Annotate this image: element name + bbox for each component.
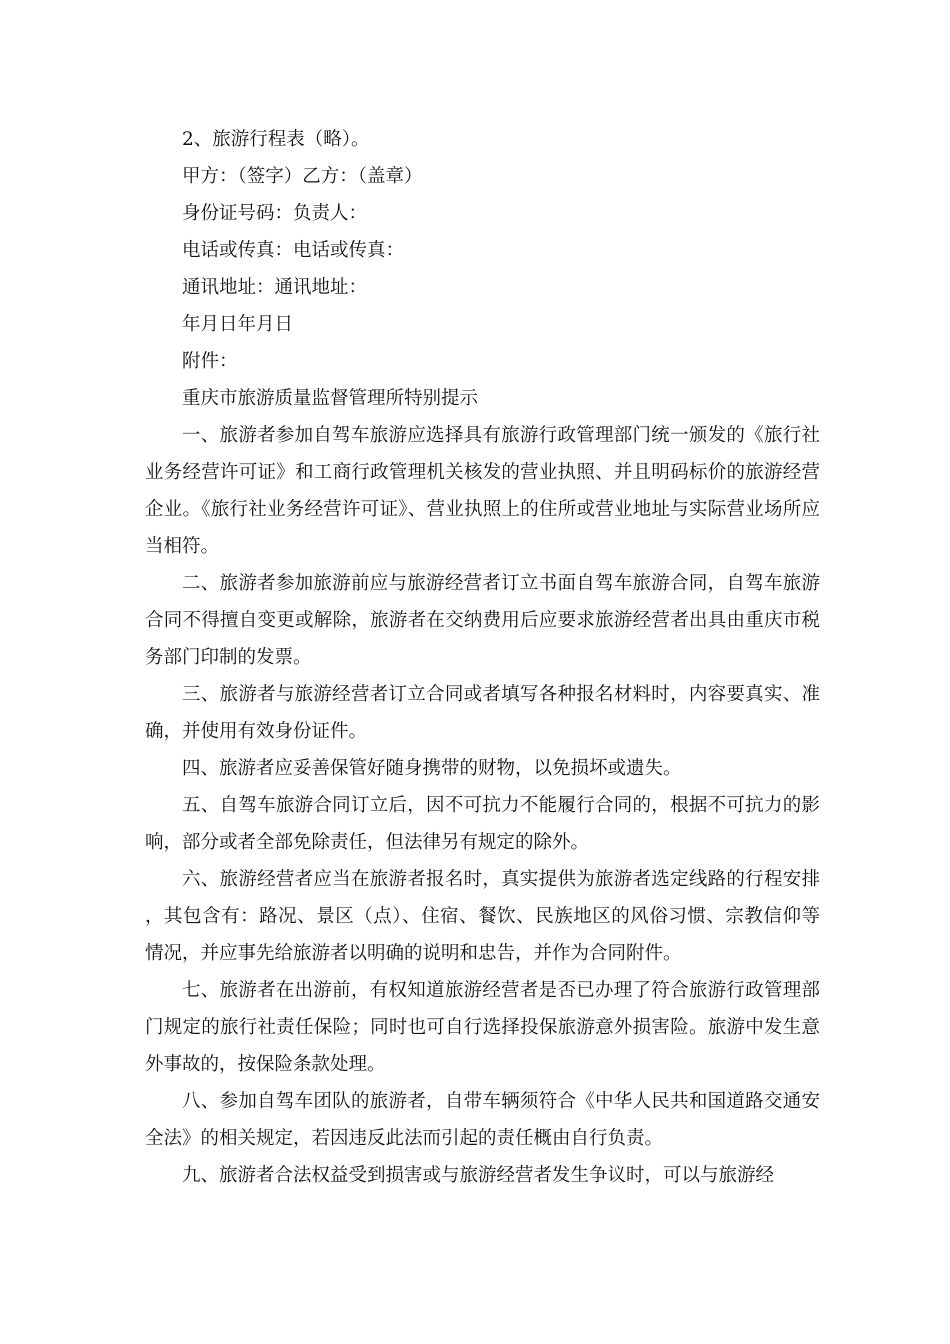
paragraph: 七、旅游者在出游前，有权知道旅游经营者是否已办理了符合旅游行政管理部门规定的旅行社责任保险；同时也可自行选择投保旅游意外损害险。旅游中发生意外事故的，按保险条款处理。	[145, 980, 820, 1075]
paragraph: 九、旅游者合法权益受到损害或与旅游经营者发生争议时，可以与旅游经	[182, 1165, 775, 1186]
id-number-line: 身份证号码：负责人：	[182, 203, 368, 224]
paragraph: 四、旅游者应妥善保管好随身携带的财物，以免损坏或遗失。	[182, 758, 682, 779]
section-title: 重庆市旅游质量监督管理所特别提示	[182, 388, 479, 409]
paragraph: 三、旅游者与旅游经营者订立合同或者填写各种报名材料时，内容要真实、准确，并使用有效身份证件。	[145, 684, 820, 742]
paragraph: 八、参加自驾车团队的旅游者，自带车辆须符合《中华人民共和国道路交通安全法》的相关规定，若因违反此法而引起的责任概由自行负责。	[145, 1091, 820, 1149]
address-line: 通讯地址：通讯地址：	[182, 277, 368, 298]
paragraph: 五、自驾车旅游合同订立后，因不可抗力不能履行合同的，根据不可抗力的影响，部分或者全部免除责任，但法律另有规定的除外。	[145, 795, 820, 853]
paragraph: 二、旅游者参加旅游前应与旅游经营者订立书面自驾车旅游合同，自驾车旅游合同不得擅自变更或解除，旅游者在交纳费用后应要求旅游经营者出具由重庆市税务部门印制的发票。	[145, 573, 820, 668]
itinerary-note: 2、旅游行程表（略）。	[182, 129, 370, 150]
paragraph: 六、旅游经营者应当在旅游者报名时，真实提供为旅游者选定线路的行程安排，其包含有：路况、景区（点）、住宿、餐饮、民族地区的风俗习惯、宗教信仰等情况，并应事先给旅游者以明确的说明和忠告，并作为合同附件。	[145, 869, 820, 964]
paragraph: 一、旅游者参加自驾车旅游应选择具有旅游行政管理部门统一颁发的《旅行社业务经营许可证》和工商行政管理机关核发的营业执照、并且明码标价的旅游经营企业。《旅行社业务经营许可证》、营业执照上的住所或营业地址与实际营业场所应当相符。	[145, 425, 820, 557]
document-body	[145, 121, 820, 1194]
phone-fax-line: 电话或传真：电话或传真：	[182, 240, 405, 261]
attachment-label: 附件：	[182, 351, 238, 372]
date-line: 年月日年月日	[182, 314, 294, 335]
signature-line: 甲方：（签字）乙方：（盖章）	[182, 166, 423, 187]
